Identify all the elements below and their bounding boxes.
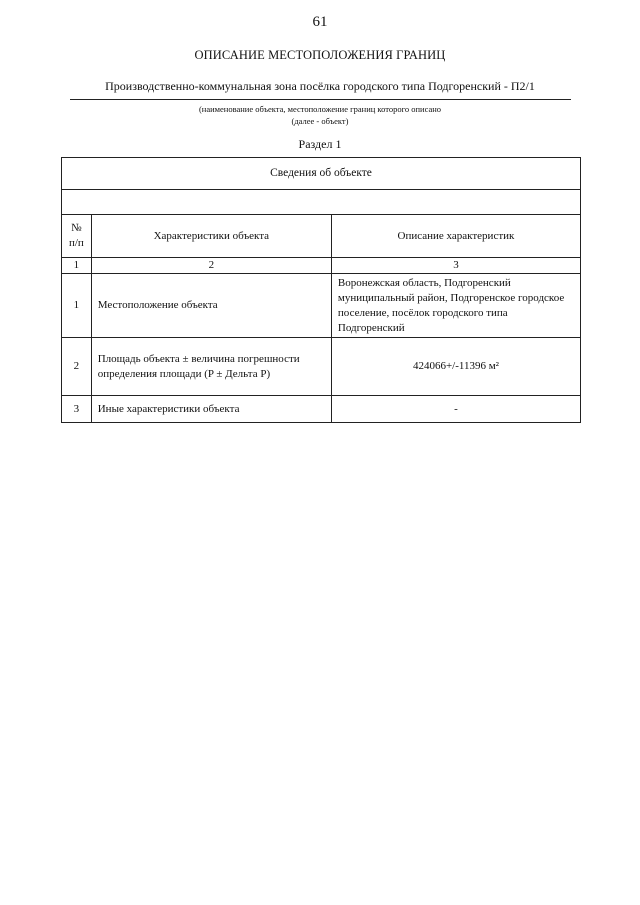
object-name-underline [70,99,571,100]
table-heading-row [62,158,581,190]
table-header-row [62,215,581,258]
row-description: 424066+/-11396 м² [331,338,580,396]
object-name: Производственно-коммунальная зона посёлка городского типа Подгоренский - П2/1 [105,79,535,93]
caption-line-1: (наименование объекта, местоположение границ которого описано [198,104,442,114]
table-heading: Сведения об объекте [62,158,581,190]
column-header-number-line2: п/п [68,237,84,249]
column-header-number-line1: № [71,222,82,234]
section-label: Раздел 1 [298,137,342,151]
object-info-table [61,157,581,423]
column-index-3: 3 [331,258,580,274]
column-header-number [62,215,92,258]
document-title: ОПИСАНИЕ МЕСТОПОЛОЖЕНИЯ ГРАНИЦ [194,48,446,62]
page-number: 61 [312,14,328,30]
row-description: Воронежская область, Подгоренский муниципальный район, Подгоренское городское поселение, посёлок городского типа Подгоренский [331,274,580,338]
column-header-characteristics: Характеристики объекта [91,215,331,258]
table-row [62,274,581,338]
row-number: 3 [62,396,92,423]
table-row [62,338,581,396]
row-characteristic: Площадь объекта ± величина погрешности определения площади (P ± Дельта P) [91,338,331,396]
column-header-description: Описание характеристик [331,215,580,258]
caption-line-2: (далее - объект) [291,116,349,126]
object-name-caption [70,103,570,127]
row-description: - [331,396,580,423]
table-row [62,396,581,423]
row-characteristic: Иные характеристики объекта [91,396,331,423]
column-index-2: 2 [91,258,331,274]
row-number: 2 [62,338,92,396]
column-index-1: 1 [62,258,92,274]
table-empty-row [62,190,581,215]
row-characteristic: Местоположение объекта [91,274,331,338]
table-empty-cell [62,190,581,215]
row-number: 1 [62,274,92,338]
table-index-row [62,258,581,274]
